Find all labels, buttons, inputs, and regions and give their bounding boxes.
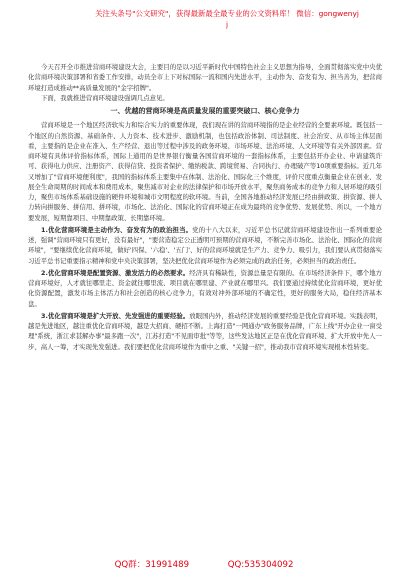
- subsection-body-3: 放眼国内外，推动经济发展的重要经验是优化营商环境。实践表明，越是先进地区，越注重优化营商环境，越是大招商、硬招不断。上海打造"一网通办"政务服务品牌，广东上线"开办企业一窗受理"系统，浙江求甚解办事"最多跑一次"，江苏打造"不见面审批"等等，这些发达地区正是在优化营商环境、扩大开放中先人一步、高人一筹，才实现先发强进。我们要把优化营商环境作为重中之重、"关键一招"，推动我市营商环境实现根本性转变。: [28, 311, 383, 351]
- subsection-heading-1: 1.优化营商环境是主动作为、奋发有为的政治担当。: [41, 225, 193, 234]
- subsection-heading-2: 2.优化营商环境是配置资源、激发活力的必然要求。: [41, 268, 190, 277]
- footer-qq-group: QQ群：31991489: [114, 560, 190, 570]
- header-banner: [62, 8, 392, 30]
- subsection-body-1: 党的十八大以来，习近平总书记就营商环境建设作出一系列重要论述，强调"营商环境只有更好，没有最好"，"要营造稳定公正透明可预期的营商环境，不断完善市场化、法治化、国际化的营商环境"，"要继续优化营商环境，做好'四保、'六稳'、'五门'、好的营商环境就是生产力、竞争力、吸引力，我们要认真贯彻落实习近平总书记重要指示精神和党中央决策部署，坚决把优化营商环境作为必须完成的政治任务，必须担当的政治责任。: [28, 225, 383, 265]
- banner-line-2: j: [225, 20, 229, 29]
- subsection-3: [28, 311, 382, 352]
- banner-line-1: 关注头条号"公文研究"，获得最新最全最专业的公文资料库！ 微信：gongwenyj: [95, 9, 359, 18]
- section-body-1: 营商环境是一个地区经济软实力和综合实力的重要体现，我们现在讲的营商环境指的是企业经营的全要素环境。既包括一个地区的自然资源、基础条件、人力资本、技术进步、激励机制，也包括政治体制、司法制度、社会治安、从市场主体层面看，主要指的是企业在准入、生产经营、退出等过程中涉及的政务环境、市场环境、法治环境、人文环境等有关外部因素。营商环境有具体评价指标体系，国际上通用的是世界银行衡量各国营商环境的一套指标体系，主要包括开办企业、申请建筑许可、获得电力供应、注册资产、获得信贷、投资者保护、缴纳税款、跨境贸易、合同执行、办理破产等10项重要指标。近几年又增加了"营商环境便利度"，我国的指标体系主要集中在体制、法治化、国际化三个维度，评价尺度重点衡量企业在创业、发展全生命周期的时间成本和费用成本，聚焦减市对企业的法律保护和市场开放水平，聚焦商务成本的竞争力和人居环境的吸引力，聚焦市场体系基础设施的硬件环境和城市文明程度的软环境。当前，全国各地推动经济发展已经由拼政策、拼资源、拼人力转向拼服务、拼信用、拼环境，市场化、法治化、国际化的营商环境正在成为最终的竞争优势、发展优势、所以，一个地方要发展，短期靠项目、中期靠政策、长期靠环境。: [28, 121, 382, 222]
- section-heading-1: 一、优越的营商环境是高质量发展的重要突破口、核心竞争力: [110, 107, 300, 115]
- subsection-1: [28, 225, 382, 266]
- intro-transition: 下面，我就推进营商环境建设强调几点意见。: [41, 93, 169, 102]
- subsection-body-2: 经济具有稀缺性，资源总量是有限的。在市场经济条件下，哪个地方营商环境好，人才就往哪里走、资金就往哪里流、项目就在哪里建、产业就在哪里兴。我们要通过持续优化营商环境，更好优化资源配置，激发市场主体活力和社会创造的核心竞争力，有效对冲外部环境的不确定性，更好的服务大局，稳住经济基本盘。: [28, 268, 383, 308]
- document-body: [28, 62, 382, 352]
- subsection-heading-3: 3.优化营商环境是扩大开放、先发强进的重要经验。: [41, 311, 190, 320]
- subsection-2: [28, 268, 382, 309]
- intro-paragraph: 今天召开全市推进营商环境建设大会，主要目的是以习近平新时代中国特色社会主义思想为指导，全面贯彻落实党中央优化营商环境决策部署和省委工作安排，动员全市上下对标国际一流和国内先进水平，主动作为、奋发有为、担当善为，把营商环境打造成推动**高质量发展的"金字招牌"。: [28, 63, 382, 92]
- footer-contact: [0, 558, 408, 570]
- footer-qq-number: QQ:535304092: [227, 560, 294, 570]
